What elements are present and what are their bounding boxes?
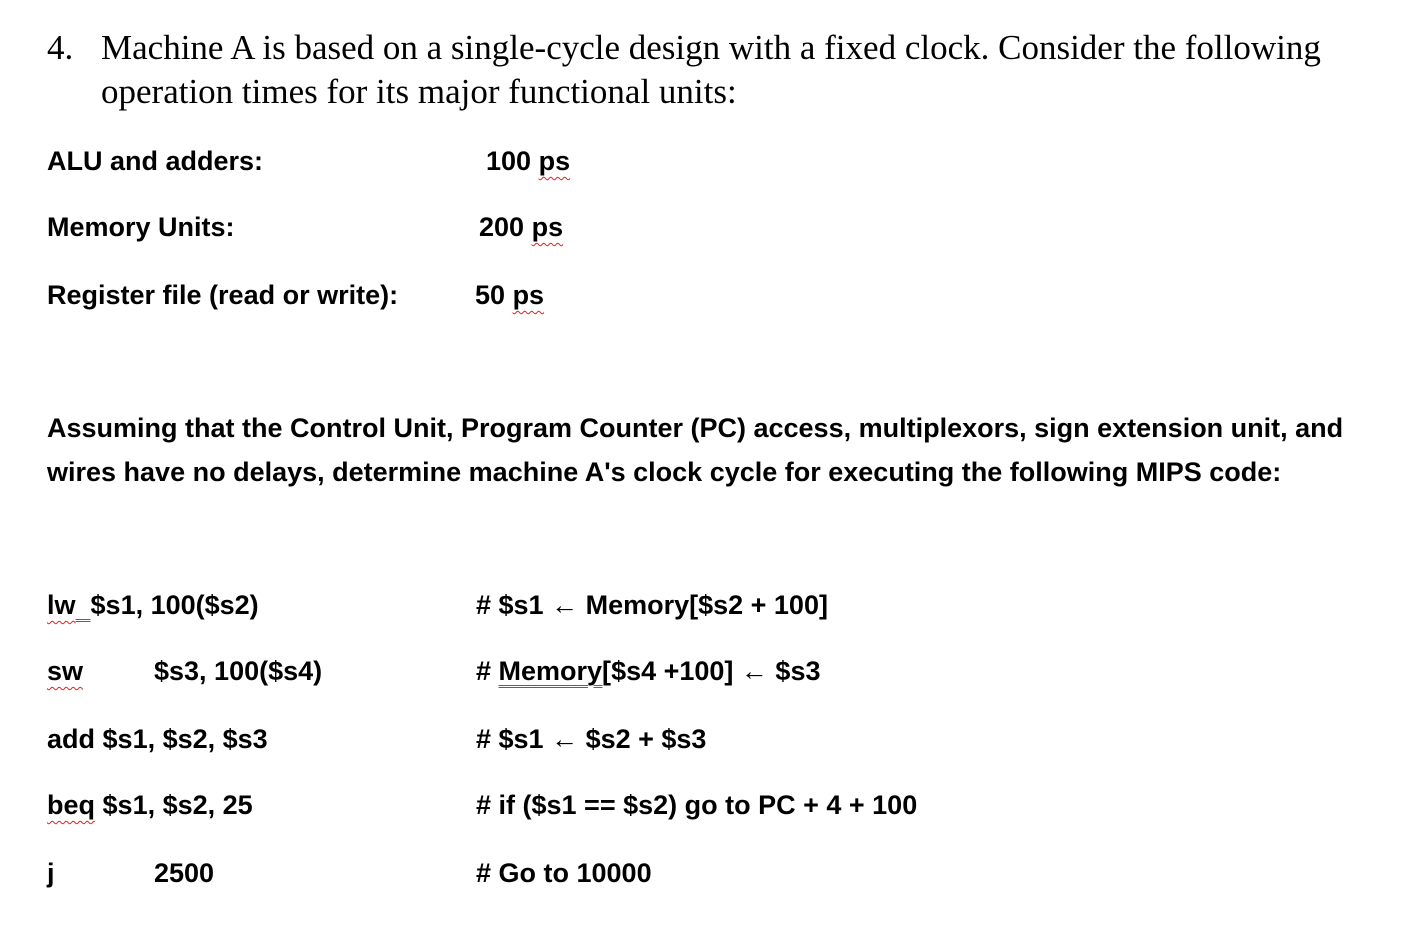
code-op-spacer (76, 590, 91, 620)
comment-rest: $s4 +100] (611, 656, 741, 686)
left-arrow-icon: ← (740, 656, 768, 686)
unit-value-memory (479, 212, 563, 243)
comment-suffix: $s3 (767, 656, 821, 686)
code-line-beq (47, 790, 253, 821)
left-arrow-icon: ← (551, 590, 579, 620)
code-op-j: j (47, 858, 55, 888)
code-comment-sw (476, 656, 820, 687)
unit-value-number: 100 (486, 146, 532, 176)
unit-value-unit: ps (538, 146, 571, 176)
unit-value-number: 200 (479, 212, 525, 242)
left-arrow-icon: ← (551, 724, 579, 754)
code-comment-add (476, 724, 706, 755)
unit-label-memory: Memory Units: (47, 212, 235, 242)
code-op: add (47, 724, 96, 754)
comment-memory-term: Memory[ (498, 656, 612, 686)
question-number: 4. (47, 28, 74, 67)
unit-value-alu (486, 146, 570, 177)
code-comment-beq: # if ($s1 == $s2) go to PC + 4 + 100 (476, 790, 918, 820)
code-line-add (47, 724, 268, 755)
question-text-line-1: Machine A is based on a single-cycle design with a fixed clock. Consider the following (101, 28, 1321, 67)
code-op: beq (47, 790, 96, 820)
unit-label-register-file: Register file (read or write): (47, 280, 399, 310)
comment-suffix: Memory[$s2 + 100] (578, 590, 828, 620)
code-comment-lw (476, 590, 828, 621)
unit-value-unit: ps (531, 212, 564, 242)
code-args-sw: $s3, 100($s4) (154, 656, 323, 686)
assumption-line-2: wires have no delays, determine machine A's clock cycle for executing the following MIPS code: (47, 457, 1282, 487)
unit-value-unit: ps (512, 280, 545, 310)
comment-suffix: $s2 + $s3 (578, 724, 707, 754)
comment-hash: # (476, 656, 499, 686)
code-op: lw (47, 590, 76, 620)
code-args: $s1, $s2, 25 (102, 790, 253, 820)
code-comment-j: # Go to 10000 (476, 858, 652, 888)
code-args: $s1, 100($s2) (90, 590, 259, 620)
code-args-j: 2500 (154, 858, 215, 888)
code-line-lw (47, 590, 259, 621)
code-op-sw: sw (47, 656, 84, 686)
assumption-line-1: Assuming that the Control Unit, Program Counter (PC) access, multiplexors, sign extension unit, and (47, 413, 1344, 443)
comment-prefix: # $s1 (476, 724, 552, 754)
unit-value-number: 50 (475, 280, 506, 310)
unit-label-alu: ALU and adders: (47, 146, 264, 176)
code-args: $s1, $s2, $s3 (102, 724, 268, 754)
question-text-line-2: operation times for its major functional units: (101, 72, 737, 111)
comment-prefix: # $s1 (476, 590, 552, 620)
unit-value-register-file (475, 280, 544, 311)
